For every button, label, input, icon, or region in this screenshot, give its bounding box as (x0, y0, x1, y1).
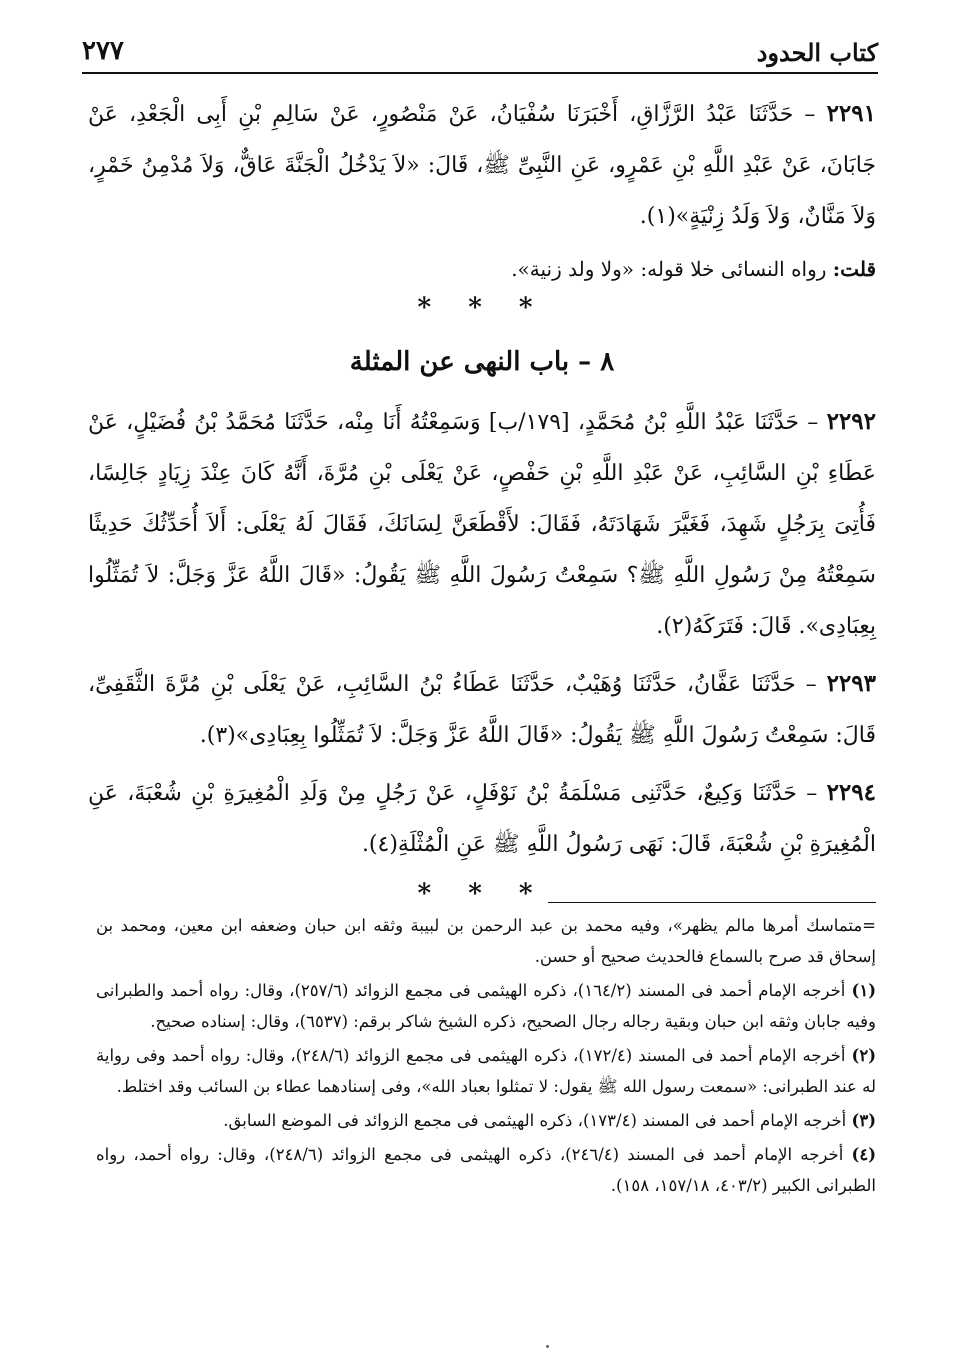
page-number: ٢٧٧ (82, 36, 124, 66)
footnotes (96, 910, 876, 1204)
footnote-3 (96, 1105, 876, 1136)
footnote-marker: (٣) (851, 1111, 876, 1130)
scan-speck (546, 1345, 549, 1348)
footnote-2 (96, 1040, 876, 1102)
editor-note (88, 248, 876, 290)
footnote-text: أخرجه الإمام أحمد فى المسند (٢٤٦/٤)، ذكره الهيثمى فى مجمع الزوائد (٢٤٨/٦)، وقال: رواه أحمد، رواه الطبرانى الكبير (٤٠٣/٢، ١٥٧/١٨، ١٥٨). (96, 1145, 876, 1195)
hadith-2294 (88, 767, 876, 870)
footnote-text: أخرجه الإمام أحمد فى المسند (١٦٤/٢)، ذكره الهيثمى فى مجمع الزوائد (٢٥٧/٦)، وقال: رواه أحمد والطبرانى وفيه جابان وثقه ابن حبان وبقية رجاله رجال الصحيح، ذكره الشيخ شاكر برقم: (٦٥٣٧)، وقال: إسناده صحيح. (96, 981, 876, 1031)
footnote-4 (96, 1139, 876, 1201)
hadith-2293 (88, 658, 876, 761)
header-rule (82, 72, 878, 74)
hadith-text: – حَدَّثَنَا عَفَّانُ، حَدَّثَنَا وُهَيْبٌ، حَدَّثَنَا عَطَاءُ بْنُ السَّائِبِ، عَنْ يَعْلَى بْنِ مُرَّةَ الثَّقَفِىِّ، قَالَ: سَمِعْتُ رَسُولَ اللَّهِ ﷺ يَقُولُ: «قَالَ اللَّهُ عَزَّ وَجَلَّ: لاَ تُمَثِّلُوا بِعِبَادِى»(٣). (88, 672, 876, 748)
hadith-2291 (88, 88, 876, 242)
hadith-text: – حَدَّثَنَا وَكِيعٌ، حَدَّثَنِى مَسْلَمَةُ بْنُ نَوْفَلٍ، عَنْ رَجُلٍ مِنْ وَلَدِ الْمُغِيرَةِ بْنِ شُعْبَةَ، عَنِ الْمُغِيرَةِ بْنِ شُعْبَةَ، قَالَ: نَهَى رَسُولُ اللَّهِ ﷺ عَنِ الْمُثْلَةِ(٤). (88, 781, 876, 857)
hadith-text: – حَدَّثَنَا عَبْدُ اللَّهِ بْنُ مُحَمَّدٍ، [١٧٩/ب] وَسَمِعْتُهُ أَنَا مِنْه، حَدَّثَنَا مُحَمَّدُ بْنُ فُضَيْلٍ، عَنْ عَطَاءِ بْنِ السَّائِبِ، عَنْ عَبْدِ اللَّهِ بْنِ حَفْصٍ، عَنْ يَعْلَى بْنِ مُرَّةَ، أَنَّهُ كَانَ عِنْدَ زِيَادٍ جَالِسًا، فَأُتِىَ بِرَجُلٍ شَهِدَ، فَغَيَّرَ شَهَادَتَهُ، فَقَالَ: لأَقْطَعَنَّ لِسَانَكَ، فَقَالَ لَهُ يَعْلَى: أَلاَ أُحَدِّثُكَ حَدِيثًا سَمِعْتُهُ مِنْ رَسُولِ اللَّهِ ﷺ؟ سَمِعْتُ رَسُولَ اللَّهِ ﷺ يَقُولُ: «قَالَ اللَّهُ عَزَّ وَجَلَّ: لاَ تُمَثِّلُوا بِعِبَادِى». قَالَ: فَتَرَكَهُ(٢). (88, 410, 876, 639)
hadith-number: ٢٢٩٢ (826, 408, 876, 435)
note-label: قلت: (832, 257, 876, 281)
footnote-marker: (٤) (851, 1145, 876, 1164)
book-title: كتاب الحدود (756, 38, 878, 67)
footnote-continuation: =متماسك أمرها مالم يظهر»، وفيه محمد بن عبد الرحمن بن لبيبة وثقه ابن حبان وضعفه ابن معين، ومحمد بن إسحاق قد صرح بالسماع فالحديث صحيح أو حسن. (96, 916, 876, 966)
section-separator: * * * (417, 293, 547, 323)
footnote-text: أخرجه الإمام أحمد فى المسند (١٧٣/٤)، ذكره الهيثمى فى مجمع الزوائد فى الموضع السابق. (223, 1111, 852, 1130)
main-text (88, 88, 876, 916)
footnote-rule (548, 902, 876, 903)
hadith-number: ٢٢٩١ (826, 100, 876, 127)
footnote-1 (96, 975, 876, 1037)
footnote-marker: (٢) (851, 1046, 876, 1065)
hadith-2292 (88, 396, 876, 652)
hadith-text: – حَدَّثَنَا عَبْدُ الرَّزَّاقِ، أَخْبَرَنَا سُفْيَانُ، عَنْ مَنْصُورٍ، عَنْ سَالِمِ بْنِ أَبِى الْجَعْدِ، عَنْ جَابَانَ، عَنْ عَبْدِ اللَّهِ بْنِ عَمْرٍو، عَنِ النَّبِىِّ ﷺ، قَالَ: «لاَ يَدْخُلُ الْجَنَّةَ عَاقٌّ، وَلاَ مُدْمِنُ خَمْرٍ، وَلاَ مَنَّانٌ، وَلاَ وَلَدُ زِنْيَةٍ»(١). (88, 102, 876, 229)
section-separator: * * * (417, 879, 547, 909)
running-header (82, 30, 878, 74)
footnote-text: أخرجه الإمام أحمد فى المسند (١٧٢/٤)، ذكره الهيثمى فى مجمع الزوائد (٢٤٨/٦)، وقال: رواه أحمد وفى رواية له عند الطبرانى: «سمعت رسول الله ﷺ يقول: لا تمثلوا بعباد الله»، وفى إسنادهما عطاء بن السائب وقد اختلط. (96, 1046, 876, 1096)
note-text: رواه النسائى خلا قوله: «ولا ولد زنية». (511, 257, 833, 281)
footnote-marker: (١) (851, 981, 876, 1000)
hadith-number: ٢٢٩٣ (826, 670, 876, 697)
chapter-heading: ٨ – باب النهى عن المثلة (349, 347, 615, 377)
hadith-number: ٢٢٩٤ (826, 779, 876, 806)
